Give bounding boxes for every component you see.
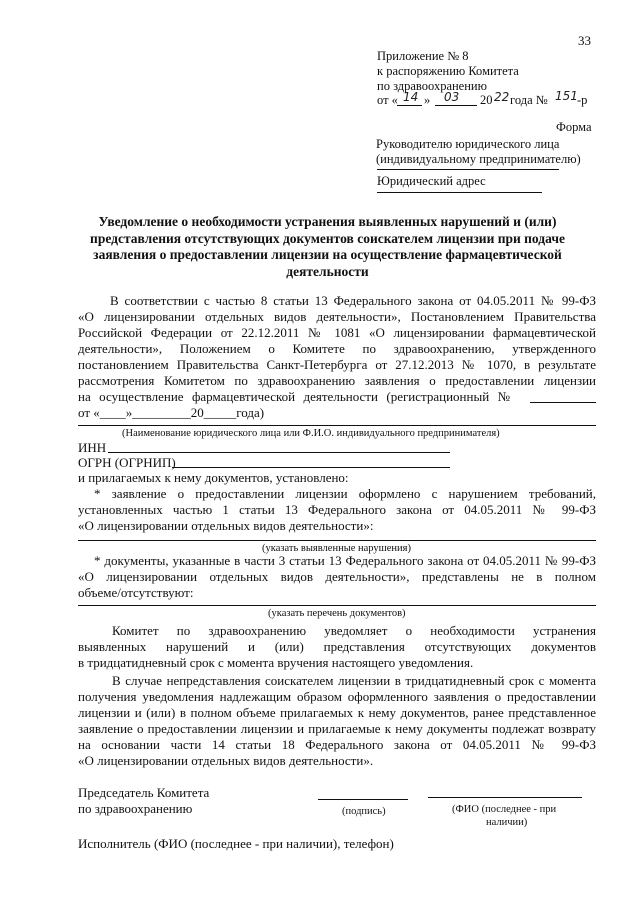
- item-line: * документы, указанные в части 3 статьи 13 Федерального закона от 04.05.2011 № 99-ФЗ: [94, 553, 596, 568]
- paragraph-line: деятельности», Положением о Комитете по здравоохранению, утвержденного: [78, 341, 596, 356]
- paragraph-line: в тридцатидневный срок с момента вручения настоящего уведомления.: [78, 655, 474, 670]
- item-line: установленных частью 1 статьи 13 Федерального закона от 04.05.2011 № 99-ФЗ: [78, 502, 596, 517]
- appendix-date-sep: »: [424, 93, 431, 107]
- applicant-name-caption: (Наименование юридического лица или Ф.И.О. индивидуального предпринимателя): [122, 428, 500, 439]
- item-line: объеме/отсутствуют:: [78, 585, 194, 600]
- form-label: Форма: [556, 120, 592, 134]
- address-label: Юридический адрес: [377, 174, 486, 188]
- paragraph-line: на осуществление фармацевтической деятельности (регистрационный №: [78, 389, 510, 404]
- documents-line: [78, 605, 596, 606]
- signature-caption: (подпись): [342, 806, 386, 817]
- chairman-title: Председатель Комитета: [78, 785, 210, 800]
- executor-line: Исполнитель (ФИО (последнее - при наличии), телефон): [78, 836, 394, 851]
- paragraph-line: «О лицензировании отдельных видов деятельности».: [78, 753, 374, 768]
- paragraph-line: В соответствии с частью 8 статьи 13 Федерального закона от 04.05.2011 № 99-ФЗ: [110, 293, 596, 308]
- ogrn-line: [172, 467, 450, 468]
- registration-number-line: [530, 402, 596, 403]
- paragraph-line: получения уведомления надлежащим образом оформленного заявления о предоставлении: [78, 689, 596, 704]
- addressee-name-line: [377, 169, 559, 170]
- appendix-date-prefix: от «: [377, 93, 398, 107]
- item-line: * заявление о предоставлении лицензии оформлено с нарушением требований,: [94, 486, 596, 501]
- appendix-date-mid: года №: [510, 93, 548, 107]
- documents-caption: (указать перечень документов): [268, 608, 406, 619]
- appendix-date-month: 03: [444, 90, 460, 104]
- paragraph-line: В случае непредставления соискателем лицензии в тридцатидневный срок с момента: [112, 673, 596, 688]
- addressee-line2: (индивидуальному предпринимателю): [376, 152, 581, 166]
- paragraph-line: лицензии и (или) в полном объеме прилагаемых к нему документов, ранее представленное: [78, 705, 596, 720]
- fio-caption: (ФИО (последнее - при: [452, 804, 557, 815]
- paragraph-line: «О лицензировании отдельных видов деятельности», Постановлением Правительства: [78, 309, 596, 324]
- paragraph-line: заявление о предоставлении лицензии и прилагаемые к нему документы подлежат возврату: [78, 721, 596, 736]
- paragraph-line: постановлением Правительства Санкт-Петербурга от 27.12.2013 № 1070, в результате: [78, 357, 596, 372]
- appendix-date-year: 22: [494, 90, 510, 104]
- appendix-committee: по здравоохранению: [377, 79, 487, 93]
- signature-line: [318, 799, 408, 800]
- appendix-year-prefix: 20: [480, 93, 493, 107]
- chairman-title-2: по здравоохранению: [78, 801, 193, 816]
- appendix-number: 151: [555, 89, 578, 103]
- attached-docs-line: и прилагаемых к нему документов, установлено:: [78, 470, 349, 485]
- paragraph-line: рассмотрения Комитетом по здравоохранению заявления о предоставлении лицензии: [78, 373, 596, 388]
- ogrn-label: ОГРН (ОГРНИП): [78, 455, 176, 470]
- applicant-name-line: [78, 425, 596, 426]
- item-line: «О лицензировании отдельных видов деятельности»:: [78, 518, 374, 533]
- appendix-date-day: 14: [403, 90, 419, 104]
- paragraph-line: на основании части 14 статьи 18 Федерального закона от 04.05.2011 № 99-ФЗ: [78, 737, 596, 752]
- inn-label: ИНН: [78, 440, 107, 455]
- paragraph-line: Российской Федерации от 22.12.2011 № 1081 «О лицензировании фармацевтической: [78, 325, 596, 340]
- address-line: [377, 192, 542, 193]
- violations-caption: (указать выявленные нарушения): [262, 543, 411, 554]
- document-title: Уведомление о необходимости устранения выявленных нарушений и (или) представления отсутствующих документов соискателем лицензии при подаче заявления о предоставлении лицензии на осуществление фармацевтической деятельности: [90, 214, 565, 279]
- violations-line: [78, 540, 596, 541]
- inn-line: [108, 452, 450, 453]
- paragraph-line: выявленных нарушений и (или) представления отсутствующих документов: [78, 639, 596, 654]
- fio-line: [428, 797, 582, 798]
- registration-date-line: от «____»_________20_____года): [78, 405, 265, 420]
- appendix-title: Приложение № 8: [377, 49, 469, 63]
- paragraph-line: Комитет по здравоохранению уведомляет о необходимости устранения: [112, 623, 596, 638]
- appendix-order: к распоряжению Комитета: [377, 64, 519, 78]
- fio-caption-2: наличии): [486, 817, 528, 828]
- page-number: 33: [578, 33, 591, 48]
- appendix-number-suffix: -р: [577, 93, 588, 107]
- addressee-line1: Руководителю юридического лица: [376, 137, 560, 151]
- item-line: «О лицензировании отдельных видов деятельности», представлены не в полном: [78, 569, 596, 584]
